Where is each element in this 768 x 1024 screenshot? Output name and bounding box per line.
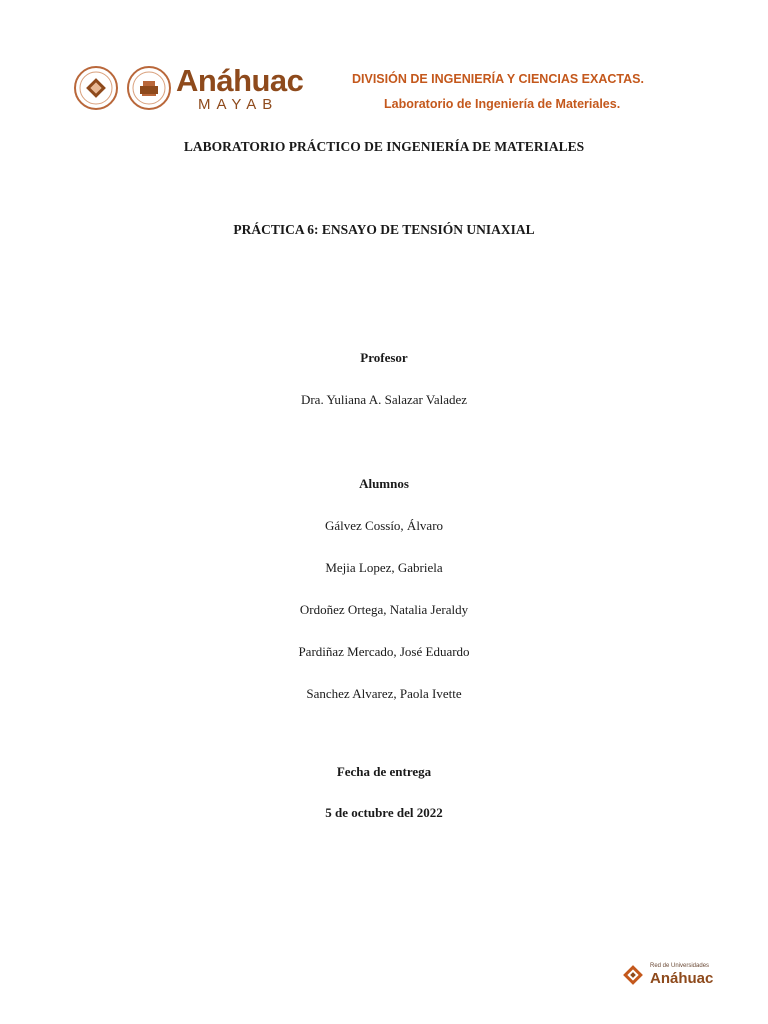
student-name: Pardiñaz Mercado, José Eduardo <box>298 644 470 659</box>
brand-name: Anáhuac <box>176 63 304 98</box>
student-name: Sanchez Alvarez, Paola Ivette <box>306 686 462 701</box>
professor-label: Profesor <box>360 350 408 365</box>
network-label: Red de Universidades <box>650 963 710 969</box>
anahuac-network-logo-icon <box>620 962 648 990</box>
network-name: Anáhuac <box>650 970 714 987</box>
due-date: 5 de octubre del 2022 <box>325 805 443 820</box>
mayab-seal-logo <box>127 66 171 110</box>
main-title: LABORATORIO PRÁCTICO DE INGENIERÍA DE MATERIALES <box>183 139 585 154</box>
lab-heading: Laboratorio de Ingeniería de Materiales. <box>384 97 621 111</box>
student-name: Mejia Lopez, Gabriela <box>325 560 443 575</box>
division-heading: DIVISIÓN DE INGENIERÍA Y CIENCIAS EXACTAS. <box>352 72 644 86</box>
university-seal-logo <box>74 66 118 110</box>
professor-name: Dra. Yuliana A. Salazar Valadez <box>300 392 468 407</box>
student-name: Ordoñez Ortega, Natalia Jeraldy <box>299 602 469 617</box>
due-date-label: Fecha de entrega <box>336 764 432 779</box>
brand-subtitle: MAYAB <box>198 96 279 113</box>
students-label: Alumnos <box>359 476 409 491</box>
student-name: Gálvez Cossío, Álvaro <box>324 518 444 533</box>
practice-title: PRÁCTICA 6: ENSAYO DE TENSIÓN UNIAXIAL <box>233 222 535 237</box>
